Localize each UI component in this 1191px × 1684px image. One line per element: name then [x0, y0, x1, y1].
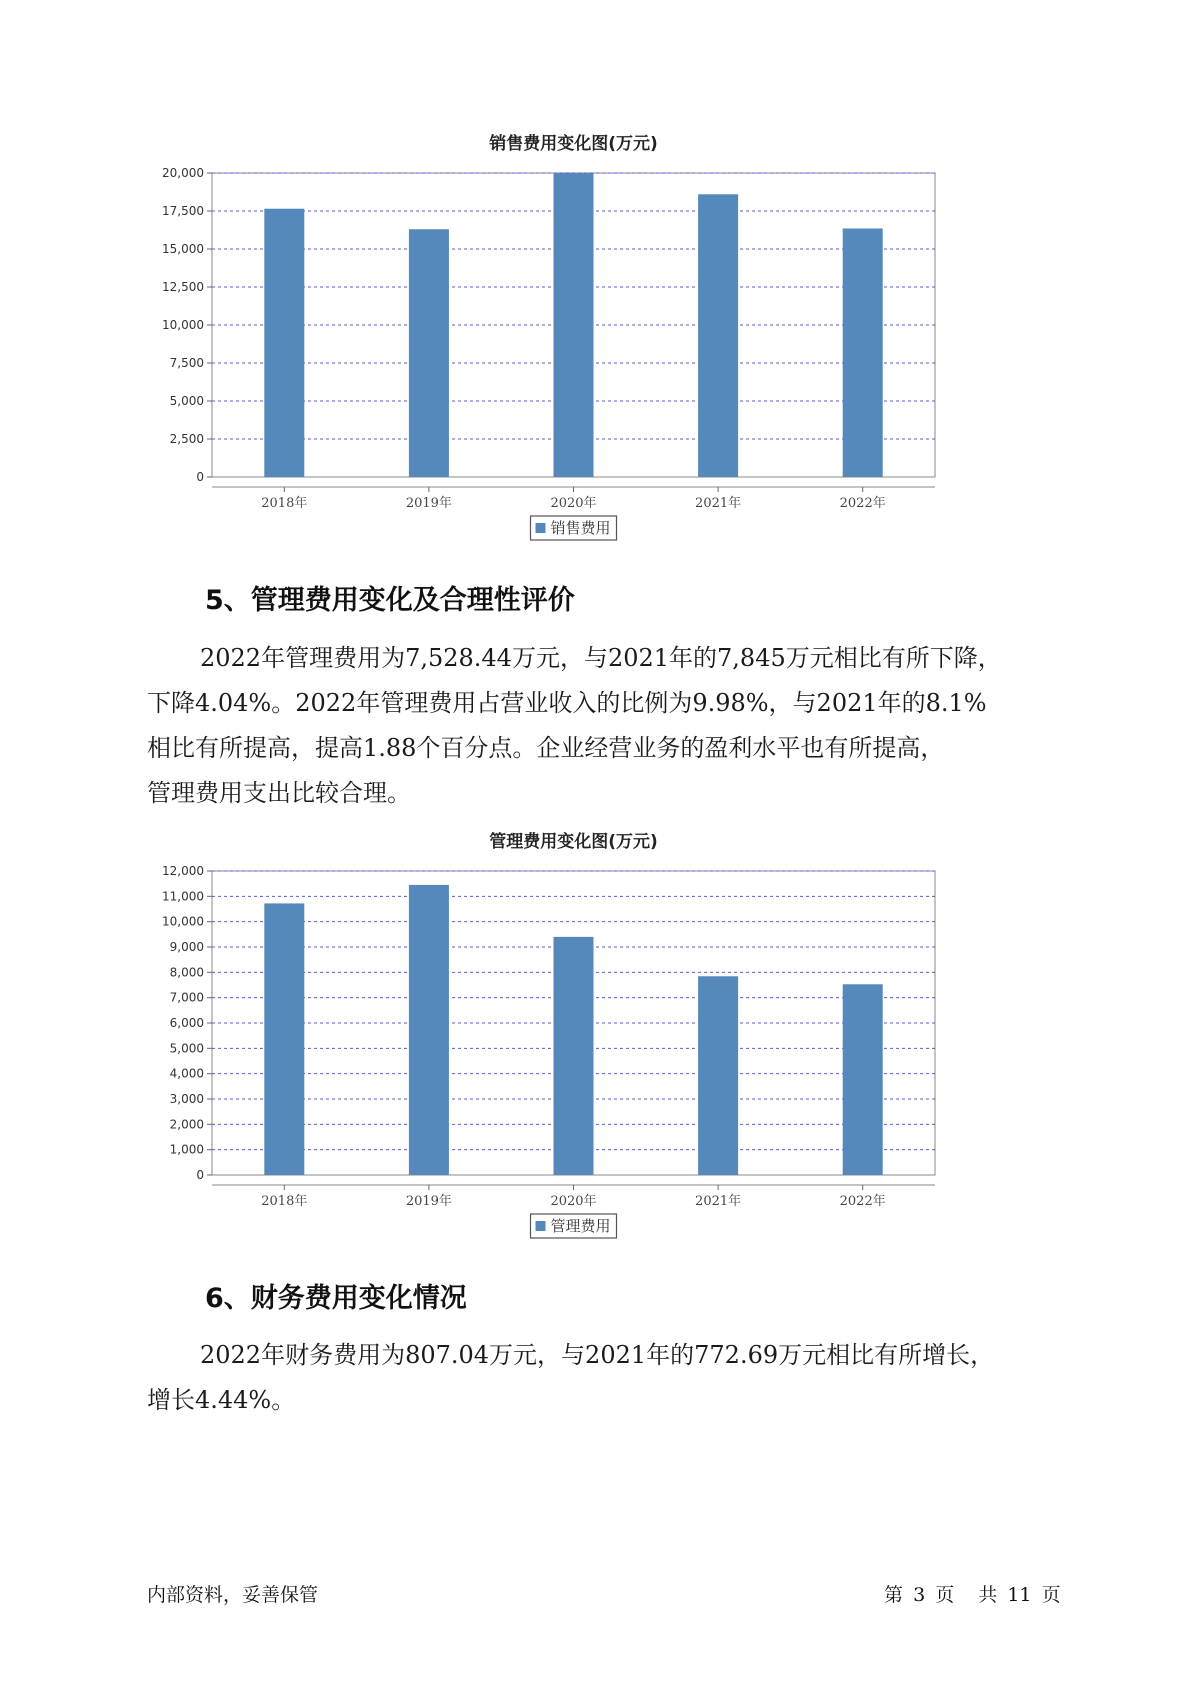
admin-expense-chart-svg [150, 823, 1040, 1253]
page-total-unit: 页 [1041, 1584, 1061, 1606]
x-tick-label: 2018年 [261, 1194, 308, 1209]
y-tick-label: 7,000 [169, 990, 204, 1005]
bar [843, 228, 883, 477]
section-5-paragraph [147, 636, 1092, 816]
bar [843, 984, 883, 1175]
y-tick-label: 6,000 [169, 1016, 204, 1030]
paragraph-line: 下降4.04%。2022年管理费用占营业收入的比例为9.98%，与2021年的8.1% [147, 689, 987, 717]
y-tick-label: 11,000 [162, 889, 204, 904]
sales-expense-chart-svg [150, 125, 1040, 555]
section-6-heading: 6、财务费用变化情况 [205, 1283, 467, 1314]
page-prefix: 第 [884, 1584, 904, 1606]
y-tick-label: 0 [196, 470, 204, 484]
page-number [884, 1580, 1065, 1607]
bar [409, 229, 449, 477]
y-tick-label: 12,500 [162, 280, 204, 294]
bar [409, 885, 449, 1175]
paragraph-line: 管理费用支出比较合理。 [147, 779, 411, 807]
y-tick-label: 8,000 [169, 965, 204, 980]
y-tick-label: 2,500 [169, 432, 204, 446]
y-tick-label: 20,000 [162, 166, 204, 180]
bar [698, 194, 738, 477]
y-tick-label: 4,000 [169, 1066, 204, 1081]
y-tick-label: 15,000 [162, 242, 204, 256]
bar [554, 173, 594, 477]
x-tick-label: 2021年 [695, 496, 742, 511]
y-tick-label: 7,500 [169, 356, 204, 370]
page-current: 3 [913, 1584, 926, 1606]
sales-expense-chart [150, 125, 1040, 555]
confidential-note: 内部资料，妥善保管 [147, 1584, 319, 1606]
x-tick-label: 2019年 [405, 496, 452, 511]
y-tick-label: 1,000 [169, 1142, 204, 1157]
y-tick-label: 3,000 [169, 1092, 204, 1106]
y-tick-label: 5,000 [169, 1041, 204, 1056]
legend-swatch [536, 1221, 546, 1231]
section-5-heading: 5、管理费用变化及合理性评价 [205, 585, 575, 616]
x-tick-label: 2019年 [405, 1194, 452, 1209]
y-tick-label: 12,000 [162, 864, 204, 878]
page-unit: 页 [935, 1584, 955, 1606]
y-tick-label: 17,500 [162, 204, 204, 218]
x-tick-label: 2021年 [695, 1194, 742, 1209]
y-tick-label: 0 [196, 1168, 204, 1182]
legend-label: 销售费用 [550, 519, 611, 537]
bar [264, 209, 304, 477]
paragraph-line: 增长4.44%。 [147, 1386, 296, 1414]
admin-expense-chart [150, 823, 1040, 1253]
x-tick-label: 2022年 [839, 1194, 886, 1209]
y-tick-label: 5,000 [169, 394, 204, 408]
y-tick-label: 9,000 [169, 940, 204, 954]
bar [264, 903, 304, 1175]
legend-swatch [536, 523, 546, 533]
page-total-prefix: 共 [978, 1584, 998, 1606]
legend-label: 管理费用 [550, 1217, 611, 1235]
x-tick-label: 2018年 [261, 496, 308, 511]
chart-title: 管理费用变化图(万元) [489, 832, 658, 852]
section-6-paragraph [147, 1333, 1092, 1423]
bar [698, 976, 738, 1175]
y-tick-label: 10,000 [162, 914, 204, 929]
y-tick-label: 2,000 [169, 1117, 204, 1132]
paragraph-line: 相比有所提高，提高1.88个百分点。企业经营业务的盈利水平也有所提高， [147, 734, 945, 762]
paragraph-line: 2022年管理费用为7,528.44万元，与2021年的7,845万元相比有所下降， [200, 644, 1002, 672]
paragraph-line: 2022年财务费用为807.04万元，与2021年的772.69万元相比有所增长， [200, 1341, 995, 1369]
bar [554, 937, 594, 1175]
x-tick-label: 2020年 [550, 1194, 597, 1209]
chart-title: 销售费用变化图(万元) [489, 134, 658, 154]
y-tick-label: 10,000 [162, 318, 204, 332]
page-total: 11 [1007, 1584, 1032, 1606]
x-tick-label: 2020年 [550, 496, 597, 511]
x-tick-label: 2022年 [839, 496, 886, 511]
